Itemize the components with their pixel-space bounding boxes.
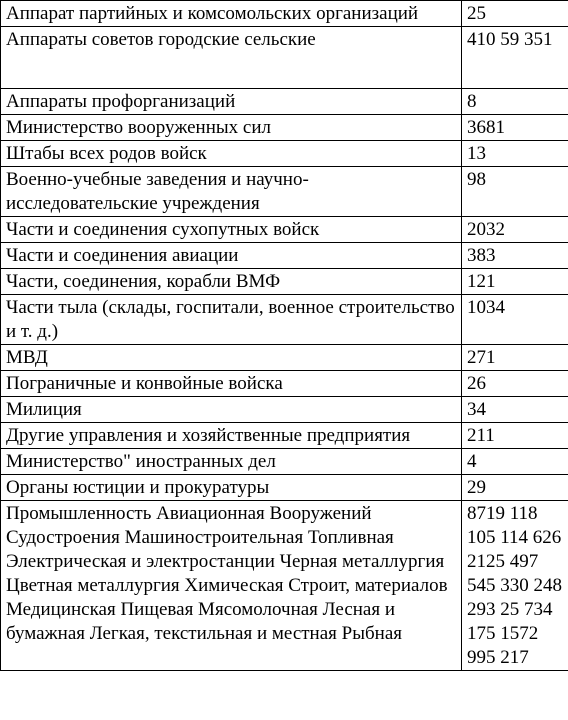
row-value: 34 [462, 397, 568, 423]
row-value: 410 59 351 [462, 27, 568, 89]
table-row [1, 397, 568, 423]
row-label: Пограничные и конвойные войска [1, 371, 462, 397]
row-label: Министерство" иностранных дел [1, 449, 462, 475]
table-row [1, 1, 568, 27]
row-value: 8719 118 105 114 626 2125 497 545 330 248 293 25 734 175 1572 995 217 [462, 501, 568, 671]
row-value: 26 [462, 371, 568, 397]
row-label: Другие управления и хозяйственные предприятия [1, 423, 462, 449]
table-row [1, 295, 568, 345]
table-row [1, 501, 568, 671]
row-value: 3681 [462, 115, 568, 141]
row-value: 121 [462, 269, 568, 295]
row-value: 383 [462, 243, 568, 269]
table-row [1, 371, 568, 397]
row-value: 13 [462, 141, 568, 167]
row-label: Милиция [1, 397, 462, 423]
row-value: 211 [462, 423, 568, 449]
row-value: 25 [462, 1, 568, 27]
row-value: 2032 [462, 217, 568, 243]
row-label: Части тыла (склады, госпитали, военное строительство и т. д.) [1, 295, 462, 345]
table-row [1, 423, 568, 449]
table-row [1, 345, 568, 371]
row-value: 1034 [462, 295, 568, 345]
row-label: Промышленность Авиационная Вооружений Судостроения Машиностроительная Топливная Электрическая и электростанции Черная металлургия Цветная металлургия Химическая Строит, материалов Медицинская Пищевая Мясомолочная Лесная и бумажная Легкая, текстильная и местная Рыбная [1, 501, 462, 671]
row-value: 8 [462, 89, 568, 115]
table-row [1, 269, 568, 295]
row-label: Аппарат партийных и комсомольских организаций [1, 1, 462, 27]
row-label: Военно-учебные заведения и научно-исследовательские учреждения [1, 167, 462, 217]
row-value: 98 [462, 167, 568, 217]
row-label: Штабы всех родов войск [1, 141, 462, 167]
table-row [1, 167, 568, 217]
row-label: Министерство вооруженных сил [1, 115, 462, 141]
table-row [1, 115, 568, 141]
row-value: 29 [462, 475, 568, 501]
row-label: Аппараты советов городские сельские [1, 27, 462, 89]
table-row [1, 89, 568, 115]
row-label: МВД [1, 345, 462, 371]
row-value: 4 [462, 449, 568, 475]
table-row [1, 449, 568, 475]
row-label: Аппараты профорганизаций [1, 89, 462, 115]
table-row [1, 27, 568, 89]
table-row [1, 141, 568, 167]
row-label: Части и соединения авиации [1, 243, 462, 269]
row-label: Части и соединения сухопутных войск [1, 217, 462, 243]
row-label: Органы юстиции и прокуратуры [1, 475, 462, 501]
table-row [1, 475, 568, 501]
row-value: 271 [462, 345, 568, 371]
table-row [1, 243, 568, 269]
table-row [1, 217, 568, 243]
row-label: Части, соединения, корабли ВМФ [1, 269, 462, 295]
